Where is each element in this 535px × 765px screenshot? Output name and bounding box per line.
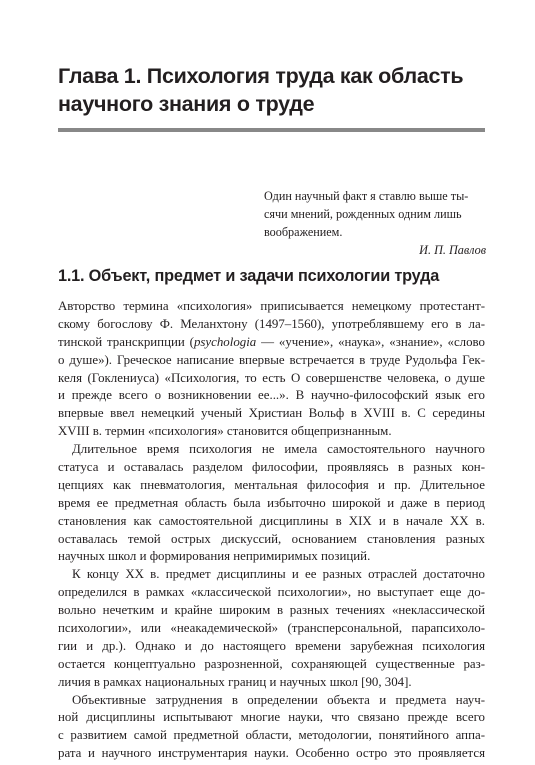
text-line: скому богослову Ф. Меланхтону (1497–1560), употреблявшему его в ла-: [58, 316, 485, 331]
text-line: рата и научного инструментария науки. Особенно остро это проявляется: [58, 746, 485, 761]
epigraph-line: Один научный факт я ставлю выше ты-: [264, 189, 469, 203]
text-line: определился в рамках «классической психологии», но выступает еще до-: [58, 585, 485, 600]
text-line: время ее предметная область была избыточно широкой и даже в период: [58, 495, 485, 510]
text-line: остается концептуально разрозненной, сохраняющей существенные раз-: [58, 656, 485, 671]
text-line: научных школ и формирования непримиримых позиций.: [58, 549, 371, 564]
text-line: цепциях как пневматология, ментальная философия и пр. Длительное: [58, 477, 485, 492]
text-line: статуса и оставалась разделом философии, проявляясь в разных кон-: [58, 460, 485, 475]
chapter-title: [58, 62, 508, 118]
body-text: [58, 298, 485, 763]
paragraph-4: [58, 692, 485, 764]
epigraph: [264, 188, 486, 260]
text-line: оставалась темой острых дискуссий, основанием становления разных: [58, 531, 485, 546]
paragraph-3: [58, 566, 485, 691]
text-line: с развитием самой предметной области, методологии, понятийного аппа-: [58, 728, 485, 743]
text-line: психологии», или «неакадемической» (трансперсональной, парапсихоло-: [58, 621, 485, 636]
text-line: вольно нечетким и крайне широким в разных течениях «неклассической: [58, 603, 485, 618]
text-line: XVIII в. термин «психология» становится общепризнанным.: [58, 424, 392, 439]
text-segment: тинской транскрипции (: [58, 334, 194, 349]
text-line: Объективные затруднения в определении объекта и предмета науч-: [72, 692, 485, 707]
chapter-title-line: Глава 1. Психология труда как область: [58, 64, 464, 88]
italic-term: psychologia: [193, 334, 257, 349]
text-line: и прежде всего о возникновении ее...». В научно-философский язык его: [58, 388, 485, 403]
text-line: гии и др.). Однако и до настоящего времени зарубежная психология: [58, 638, 485, 653]
text-line: личия в рамках национальных границ и научных школ [90, 304].: [58, 674, 412, 689]
paragraph-2: [58, 441, 485, 566]
text-line: Авторство термина «психология» приписывается немецкому протестант-: [58, 299, 485, 313]
epigraph-author: И. П. Павлов: [419, 243, 486, 258]
text-line: впервые ввел немецкий ученый Христиан Вольф в XVIII в. С середины: [58, 406, 485, 421]
text-line: о душе»). Греческое написание впервые встречается в труде Рудольфа Гек-: [58, 352, 485, 367]
epigraph-line: сячи мнений, рожденных одним лишь: [264, 206, 462, 221]
section-title: 1.1. Объект, предмет и задачи психологии труда: [58, 267, 440, 285]
text-line: келя (Гоклениуса) «Психология, то есть О совершенстве человека, о душе: [58, 370, 485, 385]
text-line: [58, 334, 485, 352]
paragraph-1: [58, 298, 485, 441]
chapter-divider: [58, 128, 485, 132]
text-line: становления как самостоятельной дисциплины в XIX и в начале XX в.: [58, 513, 485, 528]
text-segment: — «учение», «наука», «знание», «слово: [256, 334, 485, 349]
chapter-title-line: научного знания о труде: [58, 92, 315, 116]
epigraph-line: воображением.: [264, 224, 343, 239]
text-line: Длительное время психология не имела самостоятельного научного: [72, 442, 485, 457]
text-line: ной дисциплины испытывают многие науки, что связано прежде всего: [58, 710, 485, 725]
text-line: К концу XX в. предмет дисциплины и ее разных отраслей достаточно: [72, 567, 485, 582]
